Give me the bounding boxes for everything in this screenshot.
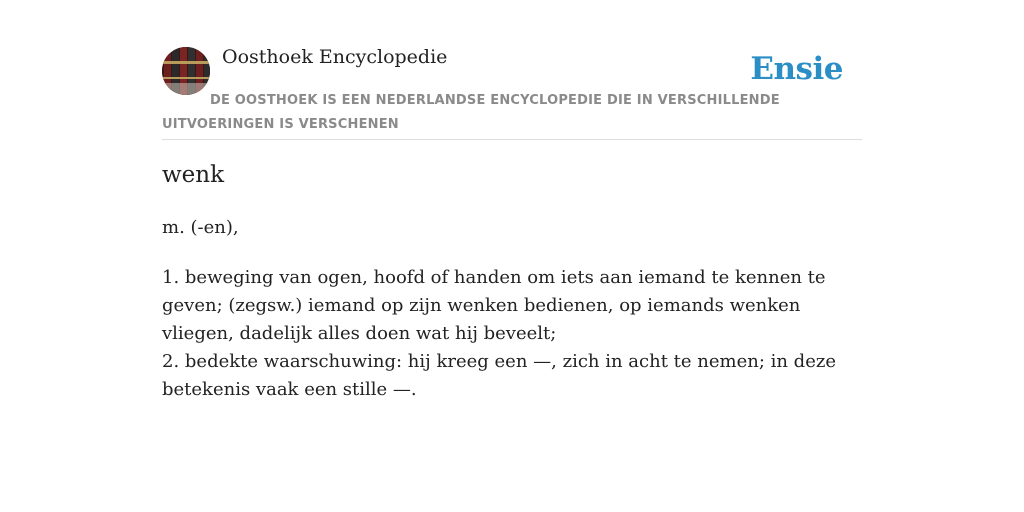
- entry-title: wenk: [162, 162, 225, 188]
- site-subtitle: DE OOSTHOEK IS EEN NEDERLANDSE ENCYCLOPEDIE DIE IN VERSCHILLENDE UITVOERINGEN IS VERSCHENEN: [162, 93, 780, 132]
- page-header: [162, 0, 862, 140]
- entry-definition: [162, 264, 862, 404]
- page-container: [162, 0, 862, 400]
- encyclopedia-books-icon[interactable]: [162, 47, 210, 95]
- entry-grammar: m. (-en),: [162, 217, 239, 238]
- definition-item: 1. beweging van ogen, hoofd of handen om iets aan iemand te kennen te geven; (zegsw.) iemand op zijn wenken bedienen, op iemands wenken vliegen, dadelijk alles doen wat hij beveelt;: [162, 267, 826, 344]
- definition-item: 2. bedekte waarschuwing: hij kreeg een —, zich in acht te nemen; in deze betekenis vaak een stille —.: [162, 351, 836, 400]
- site-title-link[interactable]: Oosthoek Encyclopedie: [222, 46, 448, 68]
- ensie-logo-link[interactable]: Ensie: [750, 51, 843, 87]
